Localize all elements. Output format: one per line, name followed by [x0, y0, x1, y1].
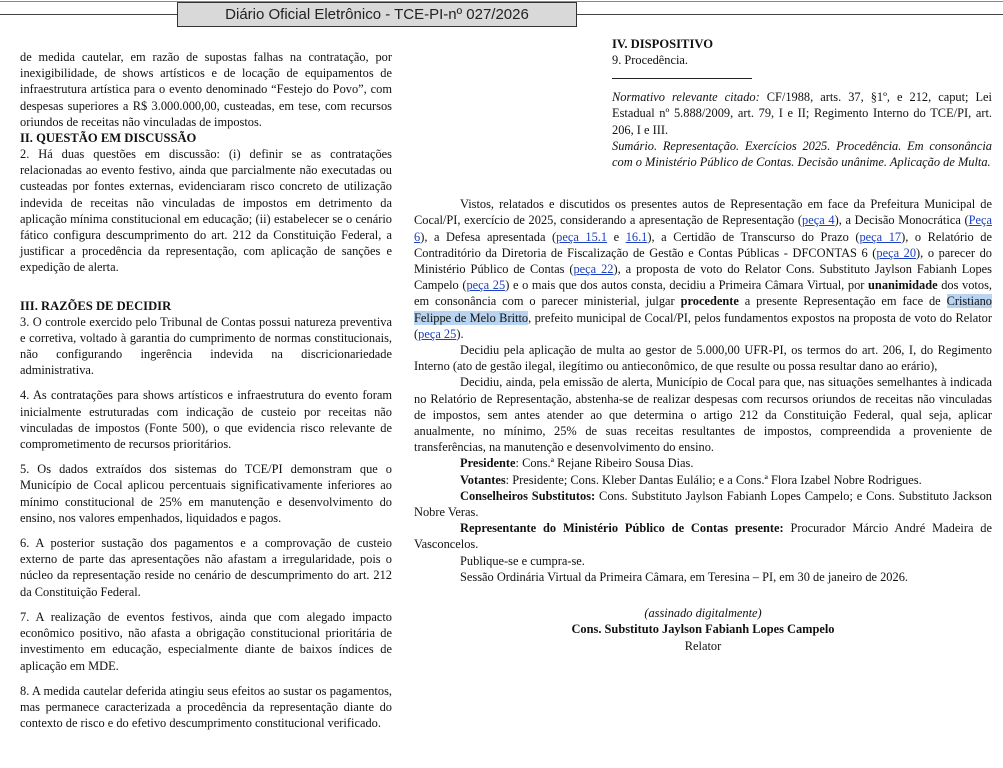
procedente-bold: procedente: [680, 294, 739, 309]
left-column: [20, 49, 392, 731]
mp-label: Representante do Ministério Público de Contas presente:: [460, 521, 784, 536]
normativo-paragraph: [612, 89, 992, 138]
intro-paragraph: de medida cautelar, em razão de supostas falhas na contratação, por inexigibilidade, de shows artísticos e de locação de equipamentos de infraestrutura artística para o evento denominado “Festejo do Povo”, com despesas superiores a R$ 3.000.000,00, custeadas, em tese, com recursos oriundos de receitas não vinculadas de impostos.: [20, 50, 392, 129]
link-peca-17[interactable]: peça 17: [859, 229, 902, 244]
normativo-label: Normativo relevante citado:: [612, 90, 760, 105]
assinado-line: (assinado digitalmente): [644, 606, 762, 621]
paragraph-8: 8. A medida cautelar deferida atingiu seus efeitos ao sustar os pagamentos, mas permanece caracterizada a procedência da representação diante do contexto de risco e do efetivo descumprimento constitucional verificado.: [20, 683, 392, 731]
section-2-heading: II. QUESTÃO EM DISCUSSÃO: [20, 131, 197, 146]
presidente-label: Presidente: [460, 456, 516, 471]
link-peca-16-1[interactable]: 16.1: [625, 229, 648, 244]
dispositivo-block: [414, 36, 992, 170]
multa-paragraph: Decidiu pela aplicação de multa ao gestor de 5.000,00 UFR-PI, os termos do art. 206, I, do Regimento Interno (ato de gestão ilegal, ilegítimo ou antieconômico, de que resulte ou possa resultar dano ao erário),: [414, 343, 992, 374]
sumario-paragraph: Sumário. Representação. Exercícios 2025. Procedência. Em consonância com o Ministério Público de Contas. Decisão unânime. Aplicação de Multa.: [612, 138, 992, 170]
vistos-text-8: ), a proposta de voto do Relator Cons. Substituto Jaylson Fabianh Lopes Campelo (: [414, 262, 993, 293]
vistos-text-11: a presente Representação em face de: [738, 294, 947, 309]
paragraph-5: 5. Os dados extraídos dos sistemas do TCE/PI demonstram que o Município de Cocal aplicou percentuais significativamente inferiores ao mínimo constitucional de 25% em manutenção e desenvolvimento do ensino, nos valores empenhados, liquidados e pagos.: [20, 462, 392, 525]
link-peca-6[interactable]: Peça 6: [414, 213, 992, 244]
substitutos-line: [414, 488, 992, 520]
vistos-text-1: Vistos, relatados e discutidos os presentes autos de Representação em face da Prefeitura Municipal de Cocal/PI, exercício de 2025, considerando a apresentação de Representação (: [414, 197, 992, 228]
paragraph-3: 3. O controle exercido pelo Tribunal de Contas possui natureza preventiva e corretiva, voltado à garantia do cumprimento de normas constitucionais, não configurando ingerência indevida na discricionariedade administrativa.: [20, 314, 392, 378]
vistos-text-7: ), o parecer do Ministério Público de Contas (: [414, 245, 992, 277]
link-peca-20[interactable]: peça 20: [876, 245, 917, 260]
vistos-text-2: ), a Decisão Monocrática (: [834, 213, 969, 228]
paragraph-9: 9. Procedência.: [612, 53, 689, 67]
link-peca-4[interactable]: peça 4: [802, 213, 835, 228]
header-bar: [0, 0, 1003, 30]
vistos-text-10: dos votos, em consonância com o parecer ministerial, julgar: [414, 278, 992, 309]
normativo-text: CF/1988, arts. 37, §1º, e 212, caput; Lei Estadual nº 5.888/2009, art. 79, I e II; Regimento Interno do TCE/PI, art. 206, I e III.: [612, 90, 992, 137]
substitutos-text: Cons. Substituto Jaylson Fabianh Lopes Campelo; e Cons. Substituto Jackson Nobre Veras.: [414, 488, 993, 520]
votantes-line: [414, 472, 992, 488]
vistos-text-9: ) e o mais que dos autos consta, decidiu a Primeira Câmara Virtual, por: [505, 278, 869, 293]
unanimidade-bold: unanimidade: [868, 278, 938, 293]
signer-bold: Cons. Substituto Jaylson Fabianh Lopes Campelo: [571, 622, 835, 637]
publique-line: Publique-se e cumpra-se.: [460, 553, 585, 568]
highlighted-name[interactable]: Cristiano Felippe de Melo Britto: [414, 294, 992, 325]
paragraph-7: 7. A realização de eventos festivos, ainda que com alegado impacto econômico positivo, não afasta a obrigação constitucional prioritária de investimento em educação, especialmente diante de baixos índices de aplicação em MDE.: [20, 609, 392, 673]
link-peca-15-1[interactable]: peça 15.1: [556, 229, 608, 244]
section-4-heading: IV. DISPOSITIVO: [612, 37, 714, 51]
signer-role: Relator: [684, 638, 722, 653]
link-peca-22[interactable]: peça 22: [573, 262, 614, 277]
mp-line: [414, 520, 992, 552]
presidente-line: [414, 455, 992, 471]
paragraph-4: 4. As contratações para shows artísticos e infraestrutura do evento foram inicialmente estruturadas com indicação de custeio por receitas não vinculadas de impostos (Fonte 500), o que evidencia risco relevante de comprometimento de recursos prioritários.: [20, 388, 392, 452]
header-title: Diário Oficial Eletrônico - TCE-PI-nº 027/2026: [177, 2, 577, 27]
presidente-text: : Cons.ª Rejane Ribeiro Sousa Dias.: [515, 456, 694, 471]
link-peca-25-b[interactable]: peça 25: [418, 326, 457, 341]
signer-name: [414, 621, 992, 637]
vistos-text-5: ), a Certidão de Transcurso do Prazo (: [647, 229, 860, 244]
vistos-text-6: ), o Relatório de Contraditório da Diretoria de Fiscalização de Gestão e Contas Públicas - DFCONTAS 6 (: [414, 229, 992, 260]
paragraph-2: 2. Há duas questões em discussão: (i) definir se as contratações relacionadas ao evento festivo, ainda que parcialmente não executadas ou custeadas por fontes externas, evidenciaram risco concreto de utilização indevida de receitas não vinculadas de impostos em detrimento da aplicação mínima constitucional em educação; (ii) estabelecer se o cenário fático configura descumprimento do art. 212 da Constituição Federal, a justificar a procedência da representação, com aplicação de sanções e expedição de alerta.: [20, 147, 392, 275]
mp-text: Procurador Márcio André Madeira de Vasconcelos.: [414, 521, 992, 552]
votantes-label: Votantes: [460, 472, 506, 487]
substitutos-label: Conselheiros Substitutos:: [460, 488, 596, 503]
vistos-text-13: ).: [456, 326, 464, 341]
vistos-text-12: , prefeito municipal de Cocal/PI, pelos fundamentos expostos na proposta de voto do Relator (: [414, 310, 992, 341]
alerta-paragraph: Decidiu, ainda, pela emissão de alerta, Município de Cocal para que, nas situações semelhantes à indicada no Relatório de Representação, abstenha-se de realizar despesas com recursos oriundos de receitas não vinculadas de impostos, sem antes atender ao que determina o artigo 212 da Constituição Federal, qual seja, aplicar anualmente, no mínimo, 25% de suas receitas resultantes de impostos, compreendida a proveniente de transferências, na manutenção e desenvolvimento do ensino.: [414, 375, 992, 455]
link-peca-25[interactable]: peça 25: [466, 278, 506, 293]
sessao-line: Sessão Ordinária Virtual da Primeira Câmara, em Teresina – PI, em 30 de janeiro de 2026.: [460, 569, 908, 584]
votantes-text: : Presidente; Cons. Kleber Dantas Eulálio; e a Cons.ª Flora Izabel Nobre Rodrigues.: [505, 472, 922, 487]
section-3-heading: III. RAZÕES DE DECIDIR: [20, 298, 172, 313]
paragraph-6: 6. A posterior sustação dos pagamentos e a comprovação de custeio externo de parte das apresentações não afastam a irregularidade, pois o núcleo da representação reside no cenário de descumprimento do art. 212 da Constituição Federal.: [20, 536, 392, 599]
footnote-rule: [612, 78, 752, 79]
vistos-text-4: e: [607, 229, 626, 244]
right-column: [414, 36, 992, 654]
vistos-text-3: ), a Defesa apresentada (: [420, 229, 557, 244]
vistos-paragraph: [414, 196, 992, 342]
